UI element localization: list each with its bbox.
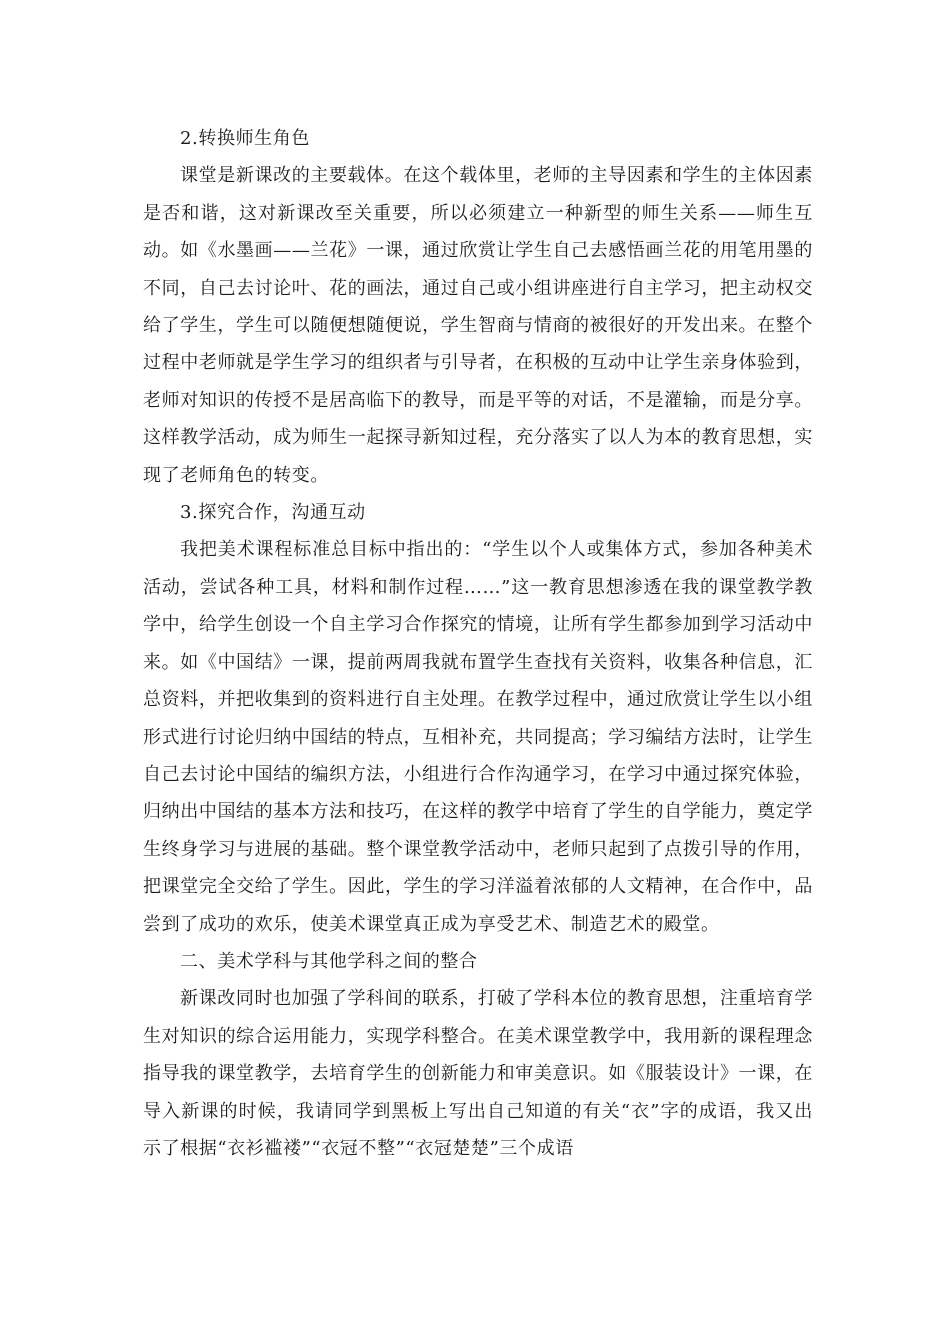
paragraph-inquiry-cooperation: 我把美术课程标准总目标中指出的：“学生以个人或集体方式，参加各种美术活动，尝试各种工具，材料和制作过程……”这一教育思想渗透在我的课堂教学教学中，给学生创设一个自主学习合作探究的情境，让所有学生都参加到学习活动中来。如《中国结》一课，提前两周我就布置学生查找有关资料，收集各种信息，汇总资料，并把收集到的资料进行自主处理。在教学过程中，通过欣赏让学生以小组形式进行讨论归纳中国结的特点，互相补充，共同提高；学习编结方法时，让学生自己去讨论中国结的编织方法，小组进行合作沟通学习，在学习中通过探究体验，归纳出中国结的基本方法和技巧，在这样的教学中培育了学生的自学能力，奠定学生终身学习与进展的基础。整个课堂教学活动中，老师只起到了点拨引导的作用，把课堂完全交给了学生。因此，学生的学习洋溢着浓郁的人文精神，在合作中，品尝到了成功的欢乐，使美术课堂真正成为享受艺术、制造艺术的殿堂。 <box>143 539 813 935</box>
section-heading-2: 2.转换师生角色 <box>180 128 310 149</box>
paragraph-subject-integration: 新课改同时也加强了学科间的联系，打破了学科本位的教育思想，注重培育学生对知识的综合运用能力，实现学科整合。在美术课堂教学中，我用新的课程理念指导我的课堂教学，去培育学生的创新能力和审美意识。如《服装设计》一课，在导入新课的时候，我请同学到黑板上写出自己知道的有关“衣”字的成语，我又出示了根据“衣衫褴褛”“衣冠不整”“衣冠楚楚”三个成语 <box>143 988 813 1159</box>
section-heading-integration: 二、美术学科与其他学科之间的整合 <box>180 950 478 972</box>
paragraph-teacher-student-roles: 课堂是新课改的主要载体。在这个载体里，老师的主导因素和学生的主体因素是否和谐，这对新课改至关重要，所以必须建立一种新型的师生关系——师生互动。如《水墨画——兰花》一课，通过欣赏让学生自己去感悟画兰花的用笔用墨的不同，自己去讨论叶、花的画法，通过自己或小组讲座进行自主学习，把主动权交给了学生，学生可以随便想随便说，学生智商与情商的被很好的开发出来。在整个过程中老师就是学生学习的组织者与引导者，在积极的互动中让学生亲身体验到，老师对知识的传授不是居高临下的教导，而是平等的对话，不是灌输，而是分享。这样教学活动，成为师生一起探寻新知过程，充分落实了以人为本的教育思想，实现了老师角色的转变。 <box>143 165 813 486</box>
section-heading-3: 3.探究合作，沟通互动 <box>180 502 366 524</box>
document-body <box>143 120 813 1167</box>
